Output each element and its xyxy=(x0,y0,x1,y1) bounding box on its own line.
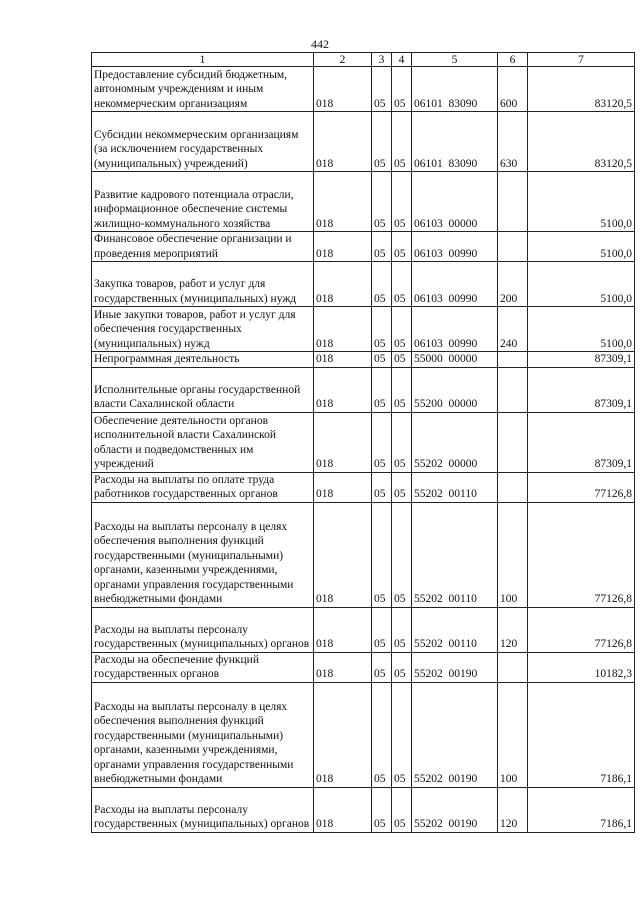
cell-section-code: 05 xyxy=(372,412,392,472)
table-row xyxy=(92,682,635,787)
row-description: Непрограммная деятельность xyxy=(92,352,314,368)
cell-amount: 10182,3 xyxy=(528,652,635,682)
cell-section-code: 05 xyxy=(372,682,392,787)
cell-subsection-code: 05 xyxy=(392,787,412,832)
cell-expense-type: 630 xyxy=(498,112,528,172)
cell-subsection-code: 05 xyxy=(392,607,412,652)
column-header: 1 xyxy=(92,53,314,67)
cell-expense-type: 100 xyxy=(498,682,528,787)
cell-subsection-code: 05 xyxy=(392,307,412,352)
cell-amount: 5100,0 xyxy=(528,172,635,232)
cell-target-article: 55200 00000 xyxy=(412,367,498,412)
row-description: Предоставление субсидий бюджетным, автономным учреждениям и иным некоммерческим организациям xyxy=(92,67,314,112)
cell-ministry-code: 018 xyxy=(314,412,372,472)
cell-amount: 77126,8 xyxy=(528,607,635,652)
cell-ministry-code: 018 xyxy=(314,172,372,232)
cell-ministry-code: 018 xyxy=(314,232,372,262)
cell-section-code: 05 xyxy=(372,232,392,262)
cell-subsection-code: 05 xyxy=(392,682,412,787)
cell-subsection-code: 05 xyxy=(392,232,412,262)
cell-expense-type xyxy=(498,232,528,262)
table-row xyxy=(92,652,635,682)
cell-ministry-code: 018 xyxy=(314,307,372,352)
table-row xyxy=(92,607,635,652)
table-row xyxy=(92,232,635,262)
row-description: Расходы на выплаты персоналу государственных (муниципальных) органов xyxy=(92,787,314,832)
budget-table xyxy=(91,52,635,833)
cell-ministry-code: 018 xyxy=(314,472,372,502)
cell-ministry-code: 018 xyxy=(314,262,372,307)
cell-ministry-code: 018 xyxy=(314,367,372,412)
cell-expense-type xyxy=(498,367,528,412)
cell-section-code: 05 xyxy=(372,607,392,652)
cell-section-code: 05 xyxy=(372,472,392,502)
cell-expense-type: 100 xyxy=(498,502,528,607)
cell-target-article: 55202 00190 xyxy=(412,652,498,682)
cell-expense-type: 120 xyxy=(498,787,528,832)
cell-expense-type xyxy=(498,472,528,502)
cell-amount: 83120,5 xyxy=(528,67,635,112)
cell-section-code: 05 xyxy=(372,67,392,112)
row-description: Расходы на обеспечение функций государственных органов xyxy=(92,652,314,682)
cell-ministry-code: 018 xyxy=(314,112,372,172)
cell-target-article: 55202 00190 xyxy=(412,682,498,787)
cell-amount: 77126,8 xyxy=(528,472,635,502)
cell-amount: 7186,1 xyxy=(528,682,635,787)
table-header-row xyxy=(92,53,635,67)
cell-ministry-code: 018 xyxy=(314,682,372,787)
cell-section-code: 05 xyxy=(372,352,392,368)
cell-expense-type xyxy=(498,652,528,682)
table-row xyxy=(92,67,635,112)
row-description: Закупка товаров, работ и услуг для государственных (муниципальных) нужд xyxy=(92,262,314,307)
cell-subsection-code: 05 xyxy=(392,67,412,112)
cell-target-article: 06103 00990 xyxy=(412,262,498,307)
cell-subsection-code: 05 xyxy=(392,112,412,172)
cell-section-code: 05 xyxy=(372,172,392,232)
cell-section-code: 05 xyxy=(372,787,392,832)
cell-expense-type: 600 xyxy=(498,67,528,112)
page-number: 442 xyxy=(311,37,329,51)
cell-amount: 87309,1 xyxy=(528,367,635,412)
column-header: 6 xyxy=(498,53,528,67)
cell-target-article: 55202 00110 xyxy=(412,607,498,652)
cell-amount: 7186,1 xyxy=(528,787,635,832)
cell-expense-type xyxy=(498,412,528,472)
cell-ministry-code: 018 xyxy=(314,352,372,368)
cell-target-article: 06103 00990 xyxy=(412,232,498,262)
cell-amount: 5100,0 xyxy=(528,232,635,262)
table-row xyxy=(92,262,635,307)
row-description: Расходы на выплаты персоналу в целях обеспечения выполнения функций государственными (муниципальными) органами, казенными учреждениями, органами управления государственными внебюджетными фондами xyxy=(92,682,314,787)
cell-ministry-code: 018 xyxy=(314,607,372,652)
table-row xyxy=(92,112,635,172)
cell-expense-type: 240 xyxy=(498,307,528,352)
cell-target-article: 55202 00110 xyxy=(412,502,498,607)
cell-section-code: 05 xyxy=(372,112,392,172)
cell-amount: 87309,1 xyxy=(528,412,635,472)
cell-subsection-code: 05 xyxy=(392,172,412,232)
cell-subsection-code: 05 xyxy=(392,262,412,307)
cell-target-article: 55202 00190 xyxy=(412,787,498,832)
cell-subsection-code: 05 xyxy=(392,367,412,412)
table-row xyxy=(92,787,635,832)
cell-target-article: 55202 00000 xyxy=(412,412,498,472)
row-description: Обеспечение деятельности органов исполнительной власти Сахалинской области и подведомственных им учреждений xyxy=(92,412,314,472)
table-row xyxy=(92,352,635,368)
cell-subsection-code: 05 xyxy=(392,502,412,607)
cell-subsection-code: 05 xyxy=(392,652,412,682)
cell-target-article: 55000 00000 xyxy=(412,352,498,368)
cell-target-article: 06101 83090 xyxy=(412,112,498,172)
row-description: Исполнительные органы государственной власти Сахалинской области xyxy=(92,367,314,412)
table-row xyxy=(92,172,635,232)
cell-target-article: 06101 83090 xyxy=(412,67,498,112)
cell-subsection-code: 05 xyxy=(392,412,412,472)
table-row xyxy=(92,502,635,607)
column-header: 7 xyxy=(528,53,635,67)
cell-target-article: 06103 00000 xyxy=(412,172,498,232)
column-header: 3 xyxy=(372,53,392,67)
cell-ministry-code: 018 xyxy=(314,787,372,832)
cell-section-code: 05 xyxy=(372,652,392,682)
row-description: Финансовое обеспечение организации и проведения мероприятий xyxy=(92,232,314,262)
row-description: Расходы на выплаты персоналу государственных (муниципальных) органов xyxy=(92,607,314,652)
table-row xyxy=(92,412,635,472)
cell-section-code: 05 xyxy=(372,502,392,607)
cell-expense-type: 200 xyxy=(498,262,528,307)
cell-expense-type xyxy=(498,172,528,232)
row-description: Расходы на выплаты персоналу в целях обеспечения выполнения функций государственными (муниципальными) органами, казенными учреждениями, органами управления государственными внебюджетными фондами xyxy=(92,502,314,607)
cell-section-code: 05 xyxy=(372,367,392,412)
cell-ministry-code: 018 xyxy=(314,652,372,682)
row-description: Иные закупки товаров, работ и услуг для обеспечения государственных (муниципальных) нужд xyxy=(92,307,314,352)
cell-amount: 87309,1 xyxy=(528,352,635,368)
row-description: Развитие кадрового потенциала отрасли, информационное обеспечение системы жилищно-коммунального хозяйства xyxy=(92,172,314,232)
cell-amount: 77126,8 xyxy=(528,502,635,607)
cell-amount: 5100,0 xyxy=(528,262,635,307)
cell-amount: 83120,5 xyxy=(528,112,635,172)
table-row xyxy=(92,472,635,502)
cell-subsection-code: 05 xyxy=(392,352,412,368)
row-description: Субсидии некоммерческим организациям (за исключением государственных (муниципальных) учреждений) xyxy=(92,112,314,172)
cell-ministry-code: 018 xyxy=(314,67,372,112)
cell-amount: 5100,0 xyxy=(528,307,635,352)
cell-ministry-code: 018 xyxy=(314,502,372,607)
cell-section-code: 05 xyxy=(372,262,392,307)
column-header: 2 xyxy=(314,53,372,67)
table-row xyxy=(92,307,635,352)
cell-target-article: 55202 00110 xyxy=(412,472,498,502)
column-header: 5 xyxy=(412,53,498,67)
cell-target-article: 06103 00990 xyxy=(412,307,498,352)
row-description: Расходы на выплаты по оплате труда работников государственных органов xyxy=(92,472,314,502)
column-header: 4 xyxy=(392,53,412,67)
cell-expense-type xyxy=(498,352,528,368)
cell-subsection-code: 05 xyxy=(392,472,412,502)
cell-section-code: 05 xyxy=(372,307,392,352)
cell-expense-type: 120 xyxy=(498,607,528,652)
table-row xyxy=(92,367,635,412)
